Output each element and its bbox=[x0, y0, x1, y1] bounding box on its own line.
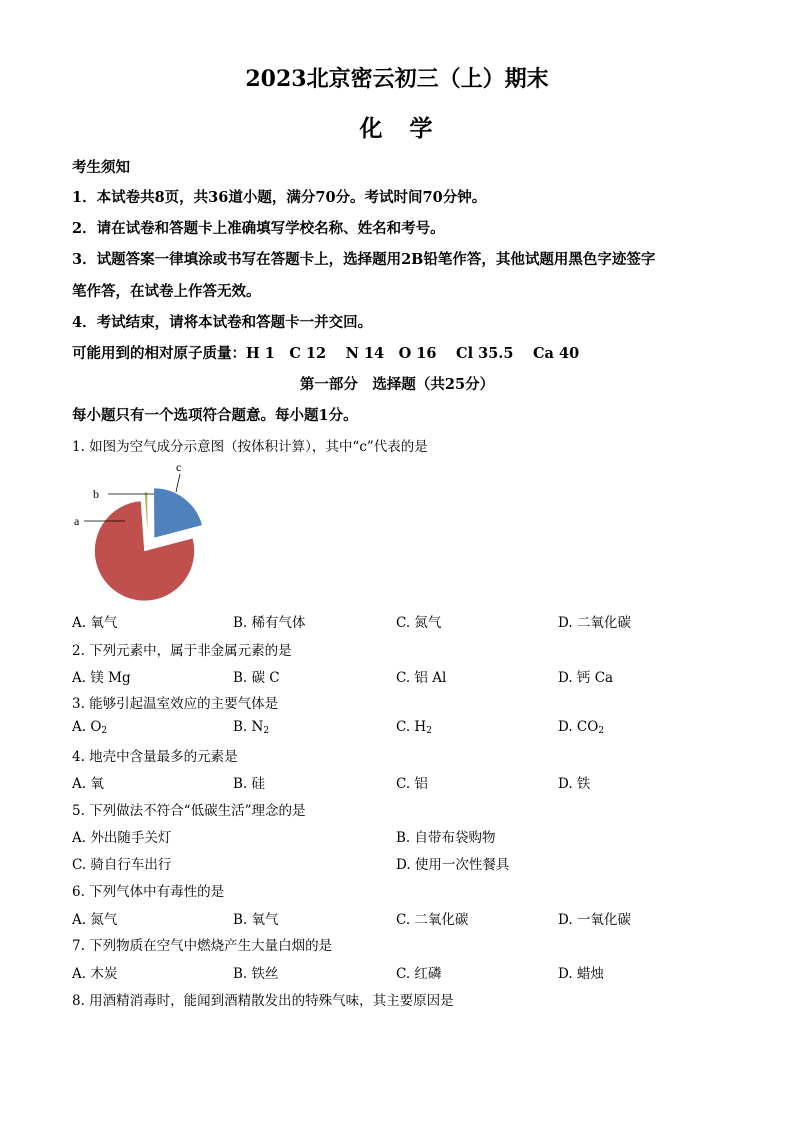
subject-title: 化 学 bbox=[359, 115, 435, 142]
notice-heading: 考生须知 bbox=[72, 159, 130, 176]
q3-option-a-text: A. O bbox=[72, 719, 102, 735]
q2-option-b: B. 碳 C bbox=[233, 670, 280, 686]
question-5-stem: 5. 下列做法不符合“低碳生活”理念的是 bbox=[72, 803, 306, 819]
section-instruction: 每小题只有一个选项符合题意。每小题1分。 bbox=[72, 407, 358, 424]
q7-option-a: A. 木炭 bbox=[72, 966, 118, 982]
q3-option-c-text: C. H bbox=[396, 719, 427, 735]
atomic-masses: 可能用到的相对原子质量：H 1 C 12 N 14 O 16 Cl 35.5 Ca 40 bbox=[72, 345, 580, 362]
q2-option-a: A. 镁 Mg bbox=[72, 670, 131, 686]
q3-option-b bbox=[233, 719, 269, 736]
section-title: 第一部分 选择题（共25分） bbox=[299, 376, 495, 393]
q1-option-d: D. 二氧化碳 bbox=[558, 615, 631, 631]
q2-option-d: D. 钙 Ca bbox=[558, 670, 614, 686]
q3-option-d-text: D. CO bbox=[558, 719, 599, 735]
question-4-stem: 4. 地壳中含量最多的元素是 bbox=[72, 749, 238, 765]
q3-option-c-subscript: 2 bbox=[426, 726, 432, 736]
q3-option-b-text: B. N bbox=[233, 719, 264, 735]
q6-option-b: B. 氧气 bbox=[233, 912, 279, 928]
q2-option-c: C. 铝 Al bbox=[396, 670, 447, 686]
q3-option-a bbox=[72, 719, 107, 736]
question-2-stem: 2. 下列元素中，属于非金属元素的是 bbox=[72, 643, 292, 659]
q5-option-c: C. 骑自行车出行 bbox=[72, 857, 172, 873]
q6-option-d: D. 一氧化碳 bbox=[558, 912, 631, 928]
q1-option-b: B. 稀有气体 bbox=[233, 615, 306, 631]
q7-option-d: D. 蜡烛 bbox=[558, 966, 604, 982]
q6-option-c: C. 二氧化碳 bbox=[396, 912, 469, 928]
q1-option-a: A. 氧气 bbox=[72, 615, 118, 631]
q4-option-c: C. 铝 bbox=[396, 776, 428, 792]
question-6-stem: 6. 下列气体中有毒性的是 bbox=[72, 884, 225, 900]
q3-option-d-subscript: 2 bbox=[598, 726, 605, 736]
q3-option-c bbox=[396, 719, 432, 736]
q5-option-b: B. 自带布袋购物 bbox=[396, 830, 496, 846]
notice-line-1: 1．本试卷共8页，共36道小题，满分70分。考试时间70分钟。 bbox=[72, 189, 487, 206]
question-1-stem: 1. 如图为空气成分示意图（按体积计算），其中“c”代表的是 bbox=[72, 439, 428, 455]
label-c: c bbox=[176, 460, 182, 474]
q3-option-b-subscript: 2 bbox=[263, 726, 270, 736]
q5-option-a: A. 外出随手关灯 bbox=[72, 830, 172, 846]
question-3-stem: 3. 能够引起温室效应的主要气体是 bbox=[72, 696, 279, 712]
pie-slice-b bbox=[144, 492, 147, 542]
notice-line-4: 笔作答，在试卷上作答无效。 bbox=[72, 283, 261, 300]
q4-option-a: A. 氧 bbox=[72, 776, 104, 792]
label-b: b bbox=[93, 487, 99, 501]
q4-option-d: D. 铁 bbox=[558, 776, 591, 792]
q7-option-b: B. 铁丝 bbox=[233, 966, 279, 982]
q1-option-c: C. 氮气 bbox=[396, 615, 442, 631]
notice-line-5: 4．考试结束，请将本试卷和答题卡一并交回。 bbox=[72, 314, 373, 331]
question-7-stem: 7. 下列物质在空气中燃烧产生大量白烟的是 bbox=[72, 938, 333, 954]
page-title: 2023北京密云初三（上）期末 bbox=[245, 66, 549, 92]
notice-line-3: 3．试题答案一律填涂或书写在答题卡上，选择题用2B铅笔作答，其他试题用黑色字迹签字 bbox=[72, 251, 656, 268]
q5-option-d: D. 使用一次性餐具 bbox=[396, 857, 510, 873]
notice-line-2: 2．请在试卷和答题卡上准确填写学校名称、姓名和考号。 bbox=[72, 220, 445, 237]
q6-option-a: A. 氮气 bbox=[72, 912, 118, 928]
question-8-stem: 8. 用酒精消毒时，能闻到酒精散发出的特殊气味，其主要原因是 bbox=[72, 993, 454, 1009]
label-a: a bbox=[74, 514, 80, 528]
q7-option-c: C. 红磷 bbox=[396, 966, 442, 982]
q4-option-b: B. 硅 bbox=[233, 776, 266, 792]
q3-option-d bbox=[558, 719, 604, 736]
label-c-leader bbox=[176, 474, 180, 492]
pie-slice-c bbox=[154, 488, 203, 538]
air-composition-pie-chart bbox=[70, 458, 230, 603]
q3-option-a-subscript: 2 bbox=[101, 726, 108, 736]
